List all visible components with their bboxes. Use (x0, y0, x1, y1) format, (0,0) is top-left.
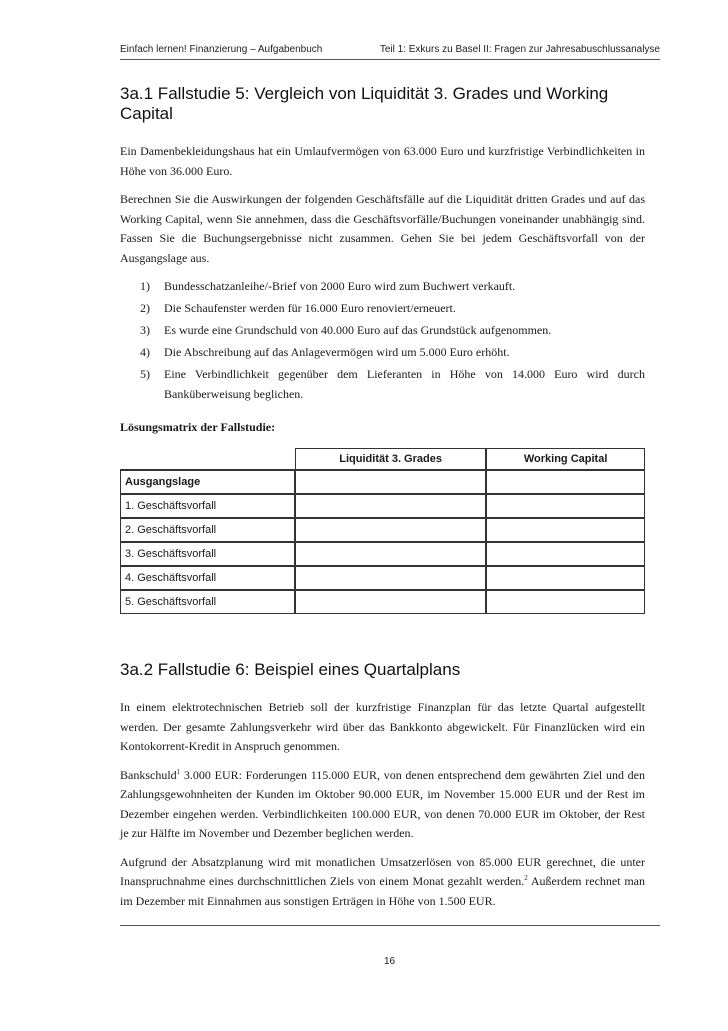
section2-paragraph-2: Bankschuld$^1$ 3.000 EUR: Forderungen 115.000 EUR, von denen entsprechend dem gewährten Ziel und den Zahlungsgewohnheiten der Kunden im Oktober 90.000 EUR, im November 15.000 EUR und der Rest im Dezember eingehen werden. Verbindlichkeiten 100.000 EUR, von denen 70.000 EUR im Oktober, der Rest je zur Hälfte im November und Dezember beglichen werden. (120, 767, 645, 840)
table-cell (486, 518, 645, 542)
section1-title: 3a.1 Fallstudie 5: Vergleich von Liquidität 3. Grades und Working Capital (120, 84, 609, 123)
list-item: 4) Die Abschreibung auf das Anlagevermögen wird um 5.000 Euro erhöht. (140, 345, 510, 359)
table-cell (295, 566, 486, 590)
transaction-list (120, 277, 645, 404)
footer-divider (120, 925, 660, 926)
list-item: 5) Eine Verbindlichkeit gegenüber dem Lieferanten in Höhe von 14.000 Euro wird durch Banküberweisung beglichen. (140, 367, 645, 401)
footnote-ref-1: 1 (176, 767, 181, 776)
table-header-row (120, 448, 645, 470)
table-row (120, 590, 645, 614)
header-right: Teil 1: Exkurs zu Basel II: Fragen zur Jahresabuschlussanalyse (379, 44, 660, 55)
row-label: 3. Geschäftsvorfall (120, 542, 295, 566)
section1-paragraph-2: Berechnen Sie die Auswirkungen der folgenden Geschäftsfälle auf die Liquidität dritten Grades und auf das Working Capital, wenn Sie annehmen, dass die Geschäftsvorfälle/Buchungen voneinander unabhängig sind. Fassen Sie die Buchungsergebnisse nicht zusammen. Gehen Sie bei jedem Geschäftsvorfall von der Ausgangslage aus. (120, 192, 645, 265)
row-label: 1. Geschäftsvorfall (120, 494, 295, 518)
list-item: 1) Bundesschatzanleihe/-Brief von 2000 Euro wird zum Buchwert verkauft. (140, 279, 516, 293)
table-row (120, 566, 645, 590)
row-label: 2. Geschäftsvorfall (120, 518, 295, 542)
section2-paragraph-3: Aufgrund der Absatzplanung wird mit monatlichen Umsatzerlösen von 85.000 EUR gerechnet, die unter Inanspruchnahme eines durchschnittlichen Ziels von einem Monat gezahlt werden.$^2$ Außerdem rechnet man im Dezember mit Einnahmen aus sonstigen Erträgen in Höhe von 1.500 EUR. (120, 854, 645, 908)
footnote-ref-2: 2 (524, 874, 528, 882)
column-header-liquidity: Liquidität 3. Grades (295, 448, 486, 470)
page-content (120, 84, 645, 920)
running-header (120, 44, 660, 60)
table-cell (486, 542, 645, 566)
list-item: 2) Die Schaufenster werden für 16.000 Euro renoviert/erneuert. (140, 301, 456, 315)
table-row (120, 542, 645, 566)
section2-paragraph-1: In einem elektrotechnischen Betrieb soll der kurzfristige Finanzplan für das letzte Quartal aufgestellt werden. Der gesamte Zahlungsverkehr wird über das Bankkonto abgewickelt. Für Finanzlücken wird ein Kontokorrent-Kredit in Anspruch genommen. (120, 700, 645, 753)
list-item: 3) Es wurde eine Grundschuld von 40.000 Euro auf das Grundstück aufgenommen. (140, 323, 552, 337)
table-cell (295, 542, 486, 566)
table-cell (486, 566, 645, 590)
section2-title: 3a.2 Fallstudie 6: Beispiel eines Quartalplans (120, 660, 461, 679)
row-label: 4. Geschäftsvorfall (120, 566, 295, 590)
row-label: Ausgangslage (120, 470, 295, 494)
column-header-working-capital: Working Capital (486, 448, 645, 470)
table-corner-cell (120, 448, 295, 470)
section1-paragraph-1: Ein Damenbekleidungshaus hat ein Umlaufvermögen von 63.000 Euro und kurzfristige Verbindlichkeiten in Höhe von 36.000 Euro. (120, 144, 645, 178)
table-cell (486, 494, 645, 518)
matrix-label: Lösungsmatrix der Fallstudie: (120, 420, 276, 434)
table-row (120, 494, 645, 518)
table-cell (295, 518, 486, 542)
page-number: 16 (384, 956, 396, 967)
table-cell (295, 494, 486, 518)
table-row (120, 518, 645, 542)
table-cell (486, 590, 645, 614)
header-left: Einfach lernen! Finanzierung – Aufgabenbuch (120, 44, 323, 55)
row-label: 5. Geschäftsvorfall (120, 590, 295, 614)
table-row (120, 470, 645, 494)
table-cell (295, 470, 486, 494)
solution-matrix-table (120, 448, 645, 614)
table-cell (486, 470, 645, 494)
table-cell (295, 590, 486, 614)
